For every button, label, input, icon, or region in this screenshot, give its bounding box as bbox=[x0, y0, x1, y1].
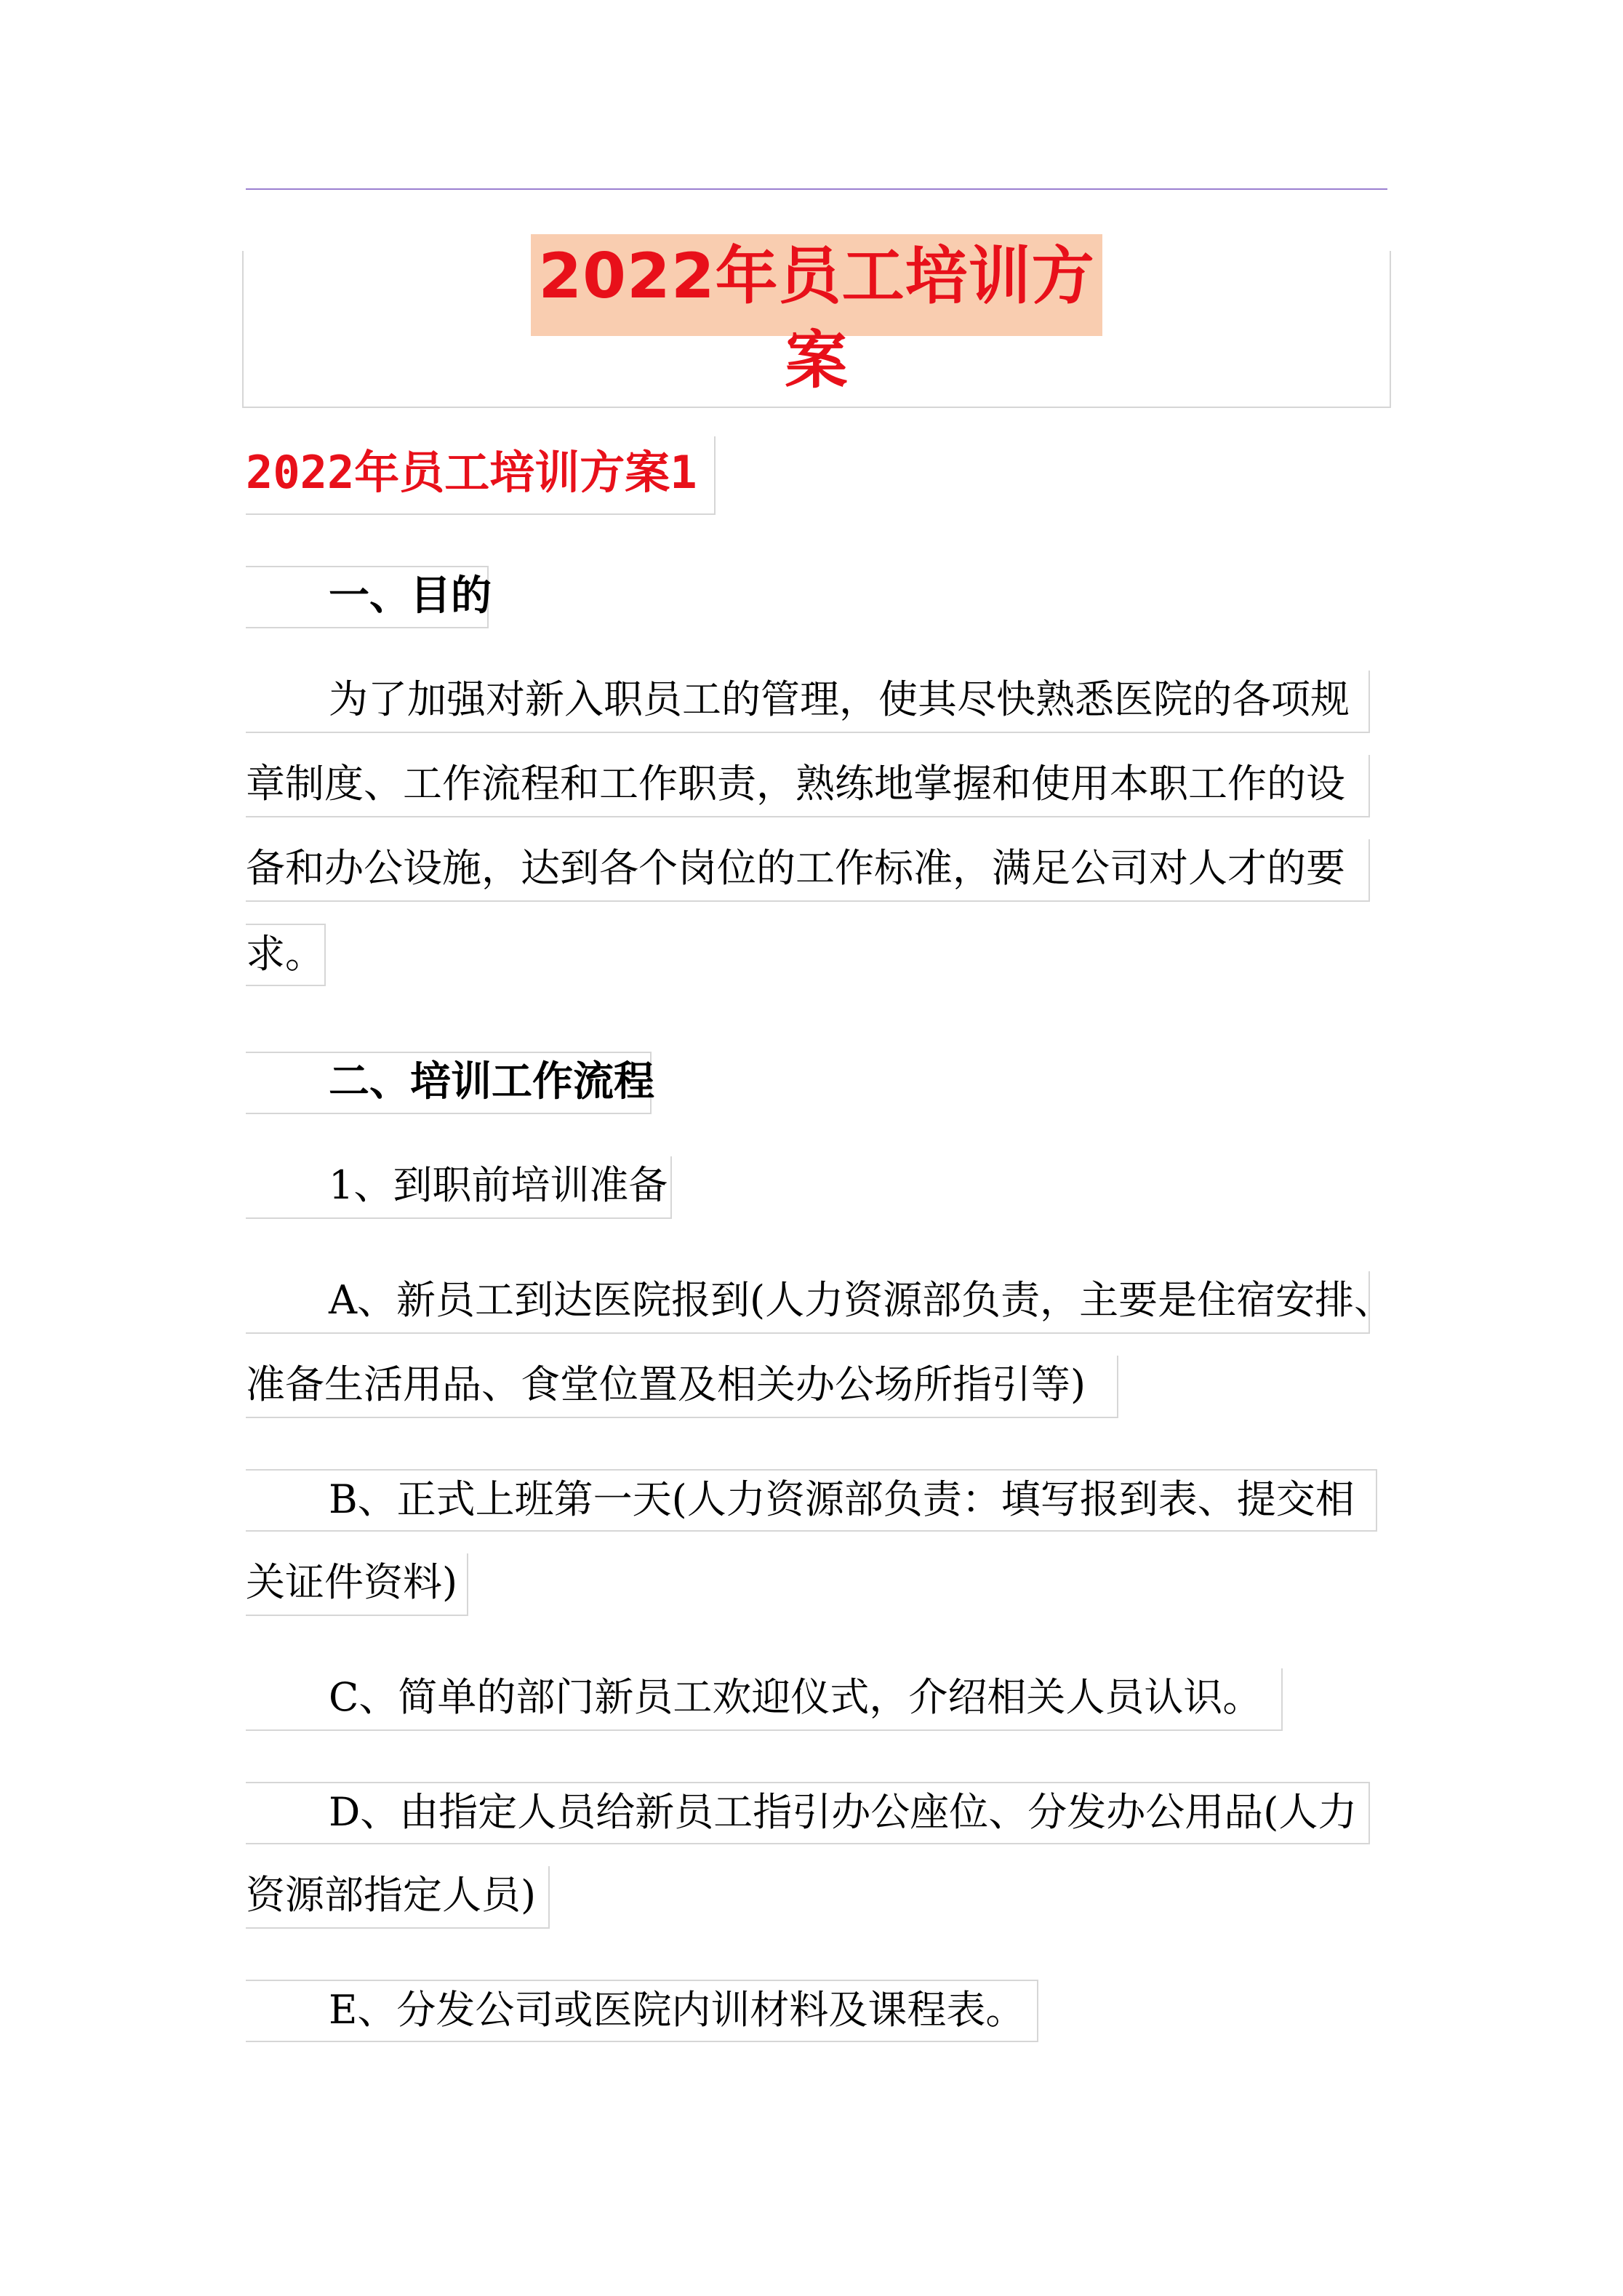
list-item: C、简单的部门新员工欢迎仪式，介绍相关人员认识。 bbox=[246, 1668, 1283, 1731]
paragraph-line: 求。 bbox=[246, 924, 326, 986]
document-title: 2022年员工培训方案 bbox=[531, 234, 1102, 336]
list-item: D、由指定人员给新员工指引办公座位、分发办公用品(人力 bbox=[246, 1782, 1370, 1844]
paragraph-line: 为了加强对新入职员工的管理，使其尽快熟悉医院的各项规 bbox=[246, 671, 1370, 733]
heading-training-process: 二、培训工作流程 bbox=[246, 1052, 652, 1114]
paragraph-line: 备和办公设施，达到各个岗位的工作标准，满足公司对人才的要 bbox=[246, 839, 1370, 902]
list-item-continuation: 关证件资料) bbox=[246, 1553, 468, 1616]
list-item: 1、到职前培训准备 bbox=[246, 1156, 672, 1219]
list-item-continuation: 准备生活用品、食堂位置及相关办公场所指引等) bbox=[246, 1356, 1118, 1418]
header-rule bbox=[246, 188, 1387, 190]
list-item: A、新员工到达医院报到(人力资源部负责，主要是住宿安排、 bbox=[246, 1271, 1370, 1334]
list-item: B、正式上班第一天(人力资源部负责：填写报到表、提交相 bbox=[246, 1469, 1377, 1532]
paragraph-line: 章制度、工作流程和工作职责，熟练地掌握和使用本职工作的设 bbox=[246, 755, 1370, 817]
list-item-continuation: 资源部指定人员) bbox=[246, 1866, 550, 1929]
section-title: 2022年员工培训方案1 bbox=[246, 436, 716, 515]
list-item: E、分发公司或医院内训材料及课程表。 bbox=[246, 1980, 1038, 2042]
heading-purpose: 一、目的 bbox=[246, 566, 489, 628]
